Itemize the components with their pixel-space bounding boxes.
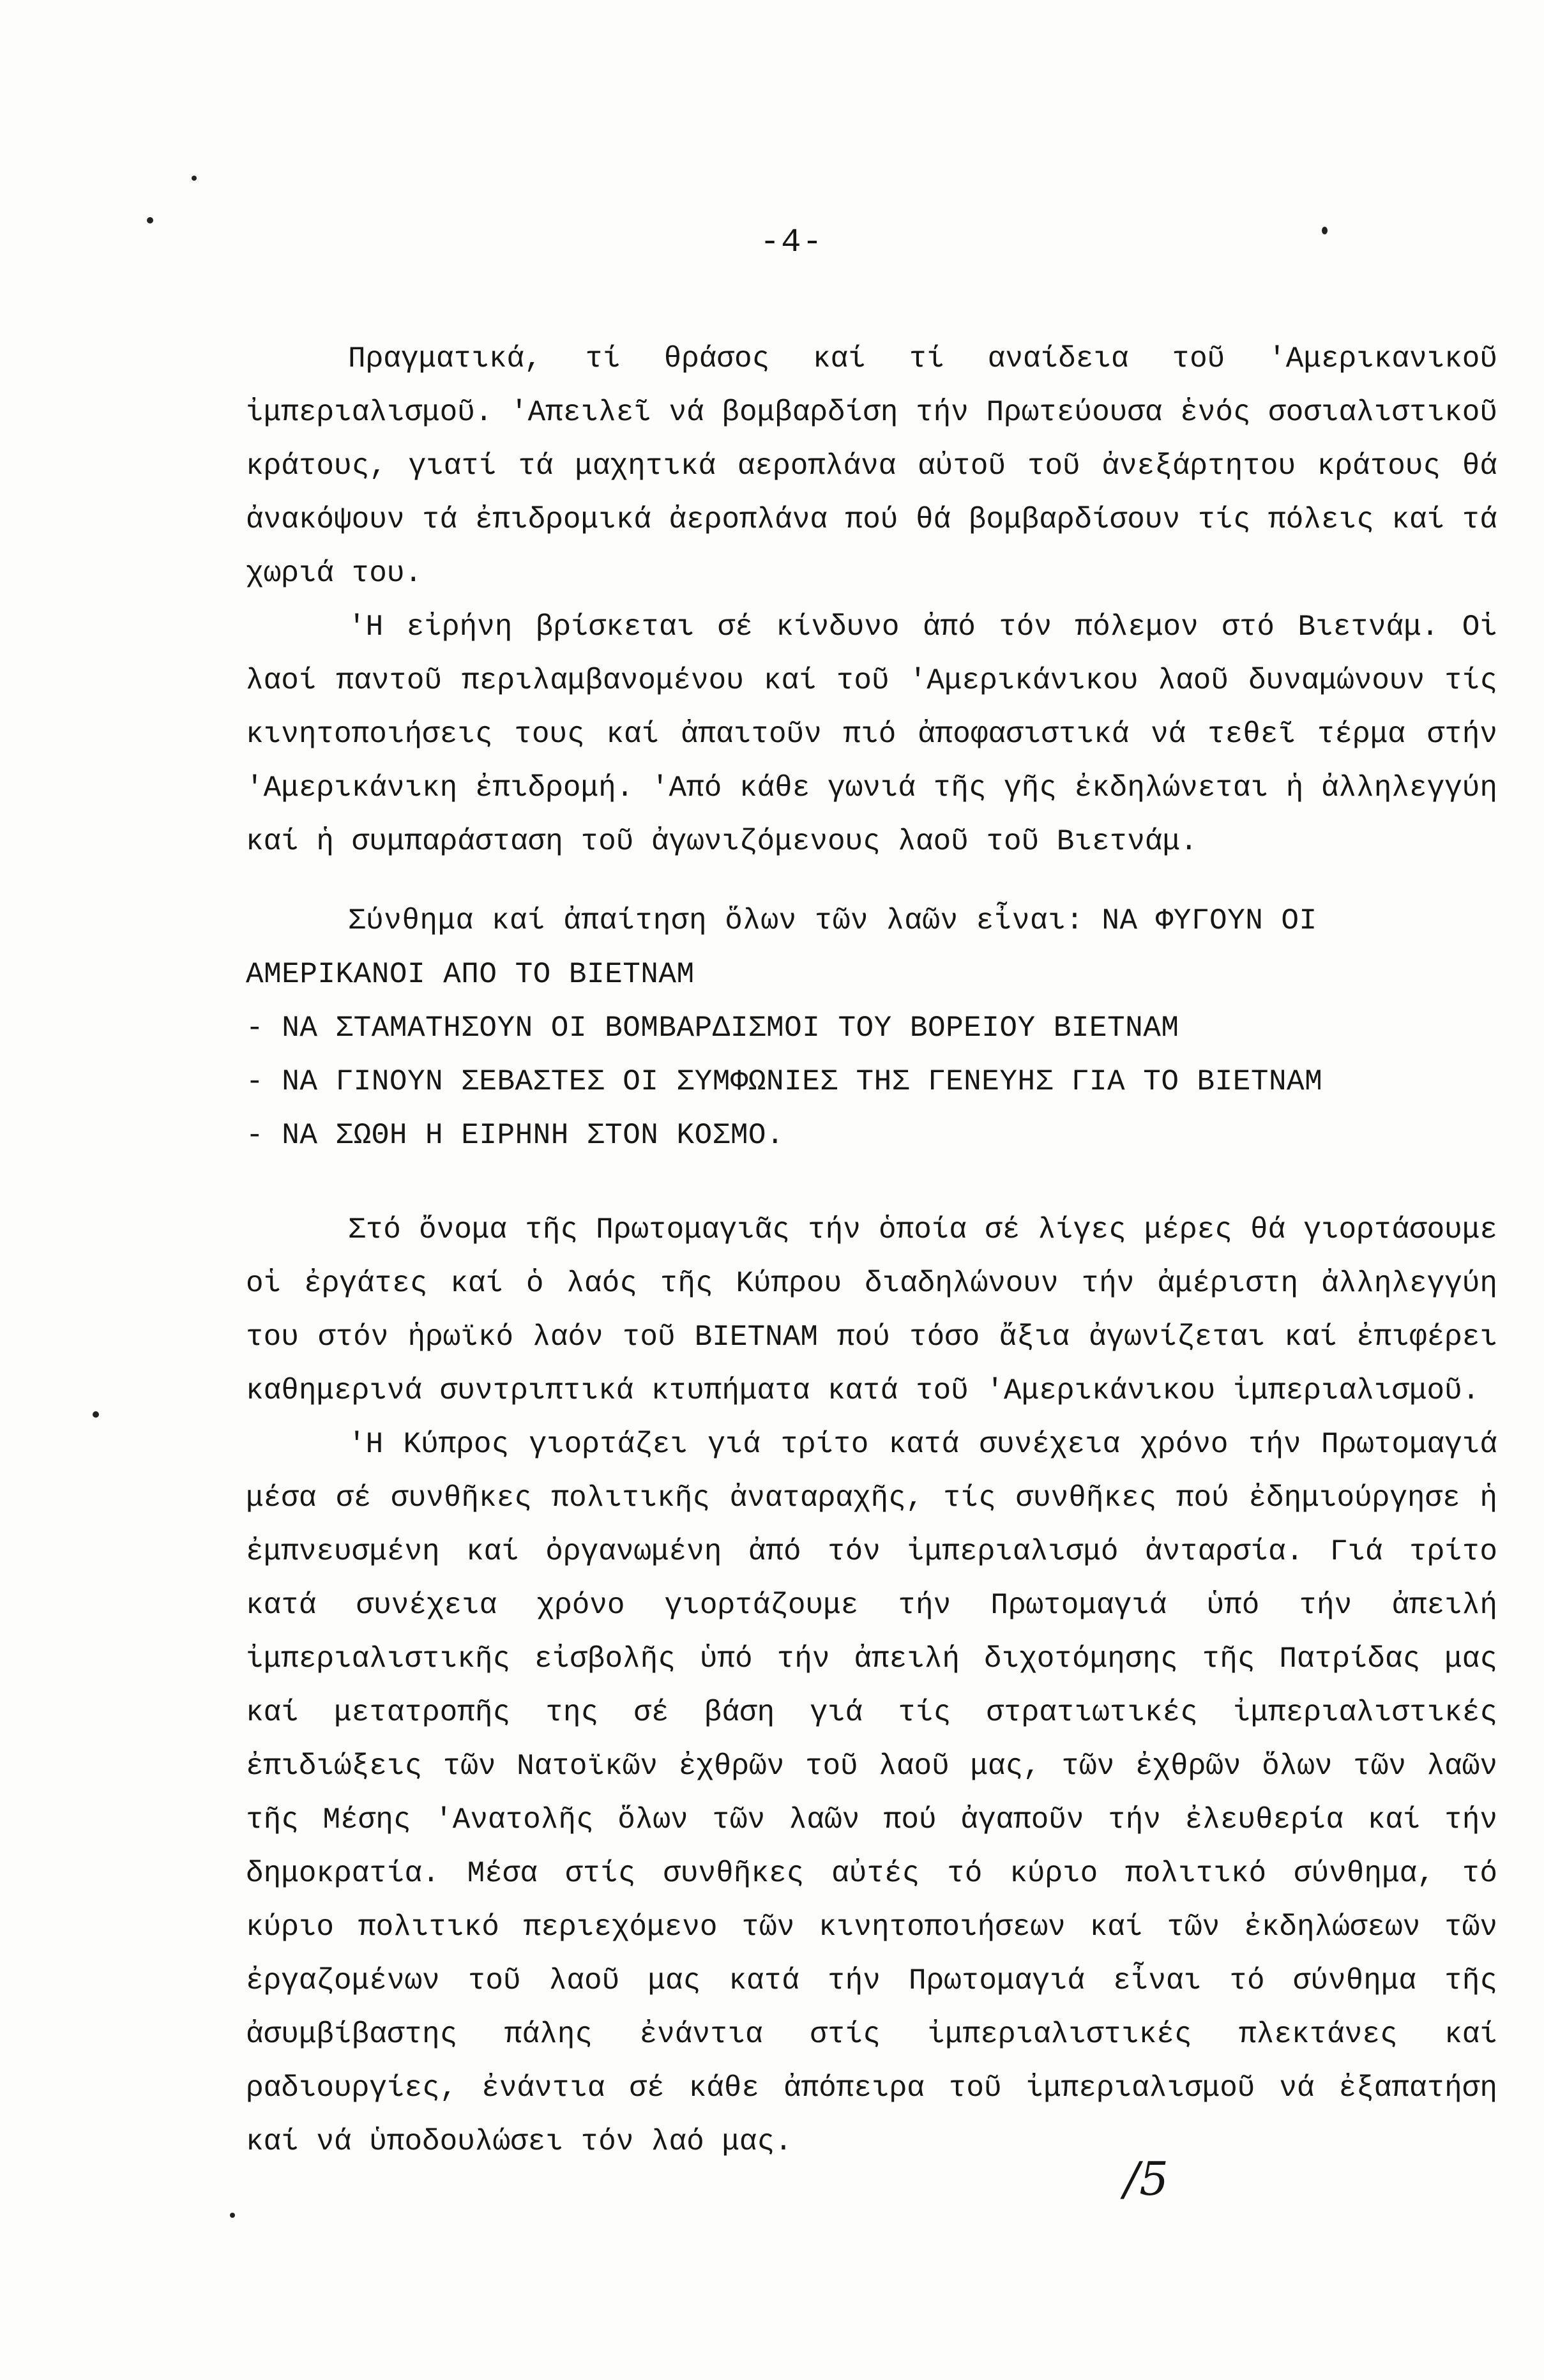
slogan-item: - ΝΑ ΣΩΘΗ Η ΕΙΡΗΝΗ ΣΤΟΝ ΚΟΣΜΟ. bbox=[246, 1119, 785, 1152]
slogan-intro-continuation: ΑΜΕΡΙΚΑΝΟΙ ΑΠΟ ΤΟ ΒΙΕΤΝΑΜ bbox=[246, 958, 695, 991]
paragraph: Στό ὄνομα τῆς Πρωτομαγιᾶς τήν ὁποία σέ λίγες μέρες θά γιορτάσουμε οἱ ἐργάτες καί ὁ λαός τῆς Κύπρου διαδηλώνουν τήν ἀμέριστη ἀλληλεγγύη του στόν ἡρωϊκό λαόν τοῦ ΒΙΕΤΝΑΜ πού τόσο ἄξια ἀγωνίζεται καί ἐπιφέρει καθημερινά συντριπτικά κτυπήματα κατά τοῦ 'Αμερικάνικου ἰμπεριαλισμοῦ. bbox=[246, 1213, 1497, 1407]
paragraph: 'Η Κύπρος γιορτάζει γιά τρίτο κατά συνέχεια χρόνο τήν Πρωτομαγιά μέσα σέ συνθῆκες πολιτικῆς ἀναταραχῆς, τίς συνθῆκες πού ἐδημιούργησε ἡ ἐμπνευσμένη καί ὀργανωμένη ἀπό τόν ἰμπεριαλισμό ἀνταρσία. Γιά τρίτο κατά συνέχεια χρόνο γιορτάζουμε τήν Πρωτομαγιά ὑπό τήν ἀπειλή ἰμπεριαλιστικῆς εἰσβολῆς ὑπό τήν ἀπειλή διχοτόμησης τῆς Πατρίδας μας καί μετατροπῆς της σέ βάση γιά τίς στρατιωτικές ἰμπεριαλιστικές ἐπιδιώξεις τῶν Νατοϊκῶν ἐχθρῶν τοῦ λαοῦ μας, τῶν ἐχθρῶν ὅλων τῶν λαῶν τῆς Μέσης 'Ανατολῆς ὅλων τῶν λαῶν πού ἀγαποῦν τήν ἐλευθερία καί τήν δημοκρατία. Μέσα στίς συνθῆκες αὐτές τό κύριο πολιτικό σύνθημα, τό κύριο πολιτικό περιεχόμενο τῶν κινητοποιήσεων καί τῶν ἐκδηλώσεων τῶν ἐργαζομένων τοῦ λαοῦ μας κατά τήν Πρωτομαγιά εἶναι τό σύνθημα τῆς ἀσυμβίβαστης πάλης ἐνάντια στίς ἰμπεριαλιστικές πλεκτάνες καί ραδιουργίες, ἐνάντια σέ κάθε ἀπόπειρα τοῦ ἰμπεριαλισμοῦ νά ἐξαπατήση καί νά ὑποδουλώσει τόν λαό μας. bbox=[246, 1428, 1497, 2158]
scan-speck bbox=[192, 176, 197, 181]
scan-speck bbox=[93, 1411, 99, 1418]
slogan-item: - ΝΑ ΓΙΝΟΥΝ ΣΕΒΑΣΤΕΣ ΟΙ ΣΥΜΦΩΝΙΕΣ ΤΗΣ ΓΕΝΕΥΗΣ ΓΙΑ ΤΟ ΒΙΕΤΝΑΜ bbox=[246, 1065, 1323, 1098]
scan-speck bbox=[147, 217, 153, 224]
page-number: -4- bbox=[760, 224, 824, 261]
document-body bbox=[246, 332, 1497, 2169]
slogan-list bbox=[246, 894, 1497, 1162]
scan-speck bbox=[1322, 227, 1328, 234]
scan-speck bbox=[230, 2213, 235, 2218]
continuation-mark: /5 bbox=[1124, 2152, 1169, 2206]
slogan-intro: Σύνθημα καί ἀπαίτηση ὅλων τῶν λαῶν εἶναι: ΝΑ ΦΥΓΟΥΝ ΟΙ bbox=[348, 904, 1317, 937]
paragraph: Πραγματικά, τί θράσος καί τί αναίδεια τοῦ 'Αμερικανικοῦ ἰμπεριαλισμοῦ. 'Απειλεῖ νά βομβαρδίση τήν Πρωτεύουσα ἑνός σοσιαλιστικοῦ κράτους, γιατί τά μαχητικά αεροπλάνα αὐτοῦ τοῦ ἀνεξάρτητου κράτους θά ἀνακόψουν τά ἐπιδρομικά ἀεροπλάνα πού θά βομβαρδίσουν τίς πόλεις καί τά χωριά του. bbox=[246, 342, 1497, 590]
slogan-item: - ΝΑ ΣΤΑΜΑΤΗΣΟΥΝ ΟΙ ΒΟΜΒΑΡΔΙΣΜΟΙ ΤΟΥ ΒΟΡΕΙΟΥ ΒΙΕΤΝΑΜ bbox=[246, 1012, 1179, 1045]
paragraph: 'Η εἰρήνη βρίσκεται σέ κίνδυνο ἀπό τόν πόλεμον στό Βιετνάμ. Οἱ λαοί παντοῦ περιλαμβανομένου καί τοῦ 'Αμερικάνικου λαοῦ δυναμώνουν τίς κινητοποιήσεις τους καί ἀπαιτοῦν πιό ἀποφασιστικά νά τεθεῖ τέρμα στήν 'Αμερικάνικη ἐπιδρομή. 'Από κάθε γωνιά τῆς γῆς ἐκδηλώνεται ἡ ἀλληλεγγύη καί ἡ συμπαράσταση τοῦ ἀγωνιζόμενους λαοῦ τοῦ Βιετνάμ. bbox=[246, 610, 1497, 858]
